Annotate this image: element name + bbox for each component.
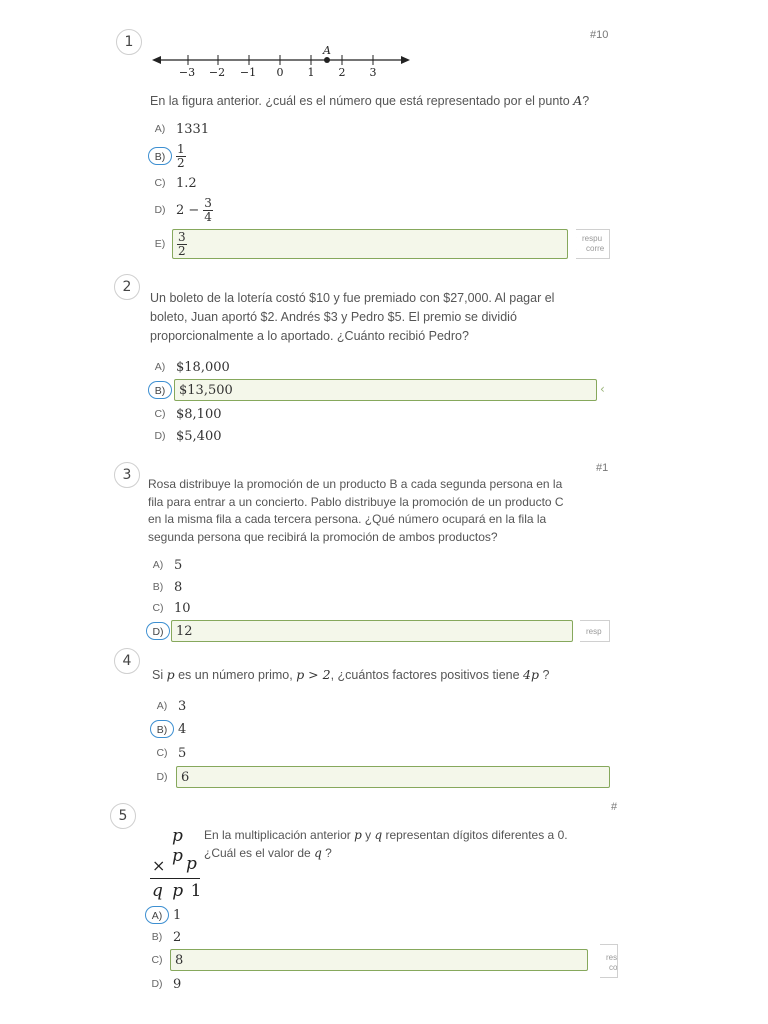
- option-letter: C): [152, 602, 164, 614]
- feedback-chevron-icon[interactable]: ‹: [600, 382, 605, 396]
- option-letter: B): [151, 931, 163, 943]
- tick-label: 2: [338, 66, 346, 79]
- question-tag: #: [611, 801, 618, 813]
- question-number: 1: [116, 29, 142, 55]
- multiplication-figure: [150, 826, 202, 902]
- feedback-tab[interactable]: respu corre: [576, 229, 610, 259]
- correct-answer-box: [174, 379, 597, 401]
- question-text: Rosa distribuye la promoción de un producto B a cada segunda persona en la fila para entrar a un concierto. Pablo distribuye la promoción de un producto C en la misma fila a cada tercera persona. ¿Qué número ocupará en la fila la segunda persona que recibirá la promoción de ambos productos?: [148, 477, 564, 544]
- option-letter: C): [156, 747, 168, 759]
- option-d[interactable]: [145, 973, 181, 995]
- option-value: 8: [174, 579, 183, 595]
- option-value: 12: [176, 623, 193, 639]
- option-a[interactable]: [150, 695, 186, 717]
- option-letter-selected: B): [148, 147, 172, 165]
- option-fraction: $\frac{1}{2}$: [177, 141, 185, 170]
- option-letter-selected: D): [146, 622, 170, 640]
- correct-answer-box: [170, 949, 588, 971]
- tick-label: −3: [178, 66, 196, 79]
- option-value: 1.2: [176, 175, 197, 191]
- option-letter: B): [152, 581, 164, 593]
- option-value: 1: [173, 907, 182, 923]
- option-letter: C): [154, 408, 166, 420]
- option-value: 3: [178, 698, 187, 714]
- option-fraction: $\frac{3}{4}$: [204, 195, 212, 224]
- option-value: 2: [173, 929, 182, 945]
- option-letter: A): [154, 361, 166, 373]
- option-value: $18,000: [176, 359, 230, 375]
- option-b[interactable]: [145, 926, 181, 948]
- option-letter: A): [154, 123, 166, 135]
- feedback-tab[interactable]: res co: [600, 944, 618, 978]
- option-letter: A): [152, 559, 164, 571]
- option-a[interactable]: [145, 904, 181, 926]
- option-b[interactable]: [146, 576, 182, 598]
- tick-label: 3: [369, 66, 377, 79]
- correct-answer-box: [172, 229, 568, 259]
- option-letter: E): [154, 238, 166, 250]
- option-value: 9: [173, 976, 182, 992]
- option-c[interactable]: [148, 172, 197, 194]
- option-letter-selected: B): [150, 720, 174, 738]
- option-b[interactable]: [148, 139, 186, 173]
- option-c[interactable]: [146, 597, 191, 619]
- option-letter: D): [156, 771, 168, 783]
- correct-answer-box: [171, 620, 573, 642]
- question-number: 3: [114, 462, 140, 488]
- mult-top: p p: [172, 826, 185, 866]
- question-number: 5: [110, 803, 136, 829]
- option-a[interactable]: [146, 554, 182, 576]
- option-value: $5,400: [176, 428, 222, 444]
- option-letter: A): [156, 700, 168, 712]
- option-value: 10: [174, 600, 191, 616]
- option-value: $13,500: [179, 382, 233, 398]
- option-letter: C): [151, 954, 163, 966]
- point-a-label: A: [323, 44, 331, 57]
- option-fraction: $\frac{3}{2}$: [178, 229, 186, 258]
- mult-times: ×: [152, 856, 166, 875]
- tick-label: 0: [276, 66, 284, 79]
- correct-answer-box: [176, 766, 610, 788]
- question-number: 4: [114, 648, 140, 674]
- tick-label: −2: [208, 66, 226, 79]
- option-value: $8,100: [176, 406, 222, 422]
- option-value: 1331: [176, 121, 210, 137]
- question-tag: #10: [590, 29, 609, 41]
- feedback-tab[interactable]: resp: [580, 620, 610, 642]
- question-text: En la multiplicación anterior p y q representan dígitos diferentes a 0. ¿Cuál es el valor de q ?: [204, 828, 568, 860]
- mult-second: p: [186, 854, 197, 874]
- option-c[interactable]: [150, 742, 186, 764]
- option-value: 8: [175, 952, 184, 968]
- option-letter-selected: A): [145, 906, 169, 924]
- option-letter: D): [154, 204, 166, 216]
- option-letter-selected: B): [148, 381, 172, 399]
- option-letter: D): [154, 430, 166, 442]
- mult-rule: [150, 878, 200, 879]
- option-a[interactable]: [148, 118, 209, 140]
- option-b[interactable]: [148, 379, 176, 401]
- tick-label: 1: [307, 66, 315, 79]
- question-text: Un boleto de la lotería costó $10 y fue premiado con $27,000. Al pagar el boleto, Juan aportó $2. Andrés $3 y Pedro $5. El premio se dividió proporcionalmente a lo aportado. ¿Cuánto recibió Pedro?: [150, 291, 555, 343]
- mult-result: q p 1: [152, 881, 202, 901]
- question-tag: #1: [596, 462, 609, 474]
- number-line-figure: [150, 42, 412, 82]
- option-b[interactable]: [150, 718, 186, 740]
- option-value: 5: [178, 745, 187, 761]
- option-a[interactable]: [148, 356, 230, 378]
- option-d[interactable]: [146, 620, 174, 642]
- option-value: 5: [174, 557, 183, 573]
- tick-label: −1: [239, 66, 257, 79]
- option-prefix: 2 −: [176, 202, 200, 218]
- option-d[interactable]: [150, 766, 178, 788]
- option-c[interactable]: [148, 403, 222, 425]
- option-value: 6: [181, 769, 190, 785]
- option-d[interactable]: [148, 193, 213, 227]
- option-value: 4: [178, 721, 187, 737]
- question-text: Si p es un número primo, p > 2, ¿cuántos factores positivos tiene 4p ?: [152, 667, 550, 682]
- option-d[interactable]: [148, 425, 222, 447]
- question-text: En la figura anterior. ¿cuál es el número que está representado por el punto A?: [150, 93, 590, 108]
- option-letter: C): [154, 177, 166, 189]
- option-c[interactable]: [145, 949, 173, 971]
- question-number: 2: [114, 274, 140, 300]
- option-letter: D): [151, 978, 163, 990]
